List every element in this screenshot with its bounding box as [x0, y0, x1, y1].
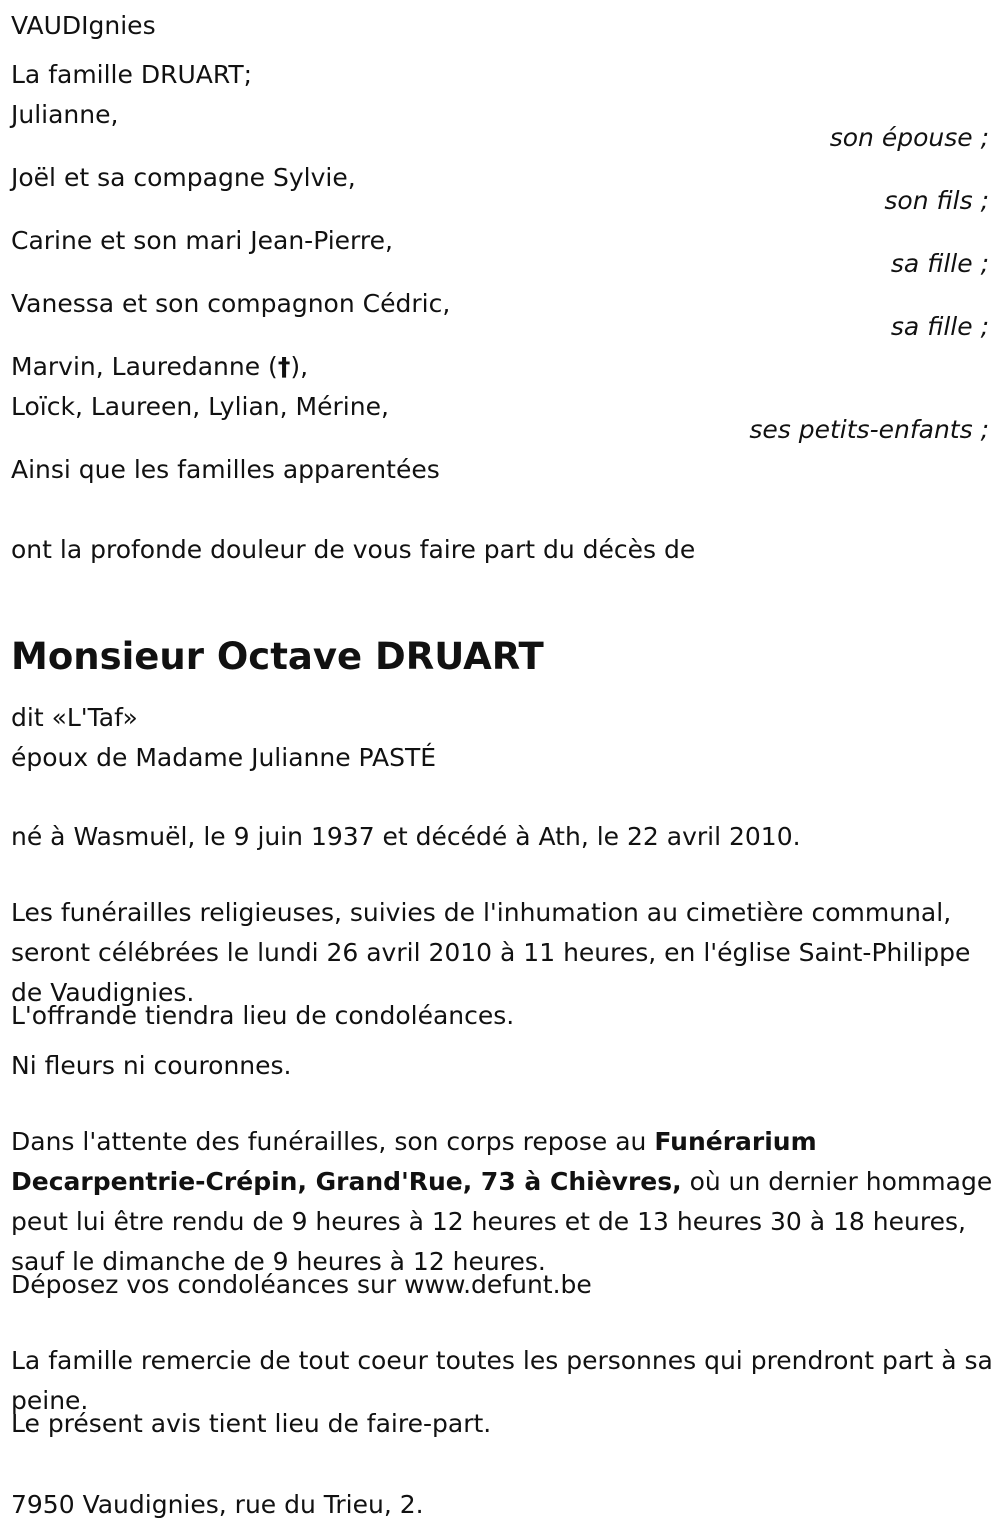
- notice-text: Le présent avis tient lieu de faire-part.: [11, 1409, 492, 1438]
- repose-text-start: Dans l'attente des funérailles, son corps repose au: [11, 1127, 655, 1156]
- family-member-names: Julianne,: [11, 100, 119, 129]
- deceased-name: Monsieur Octave DRUART: [11, 634, 544, 678]
- family-member-relation: son fils ;: [884, 186, 989, 215]
- place-heading: VAUDIgnies: [11, 11, 156, 40]
- offering-note: L'offrande tiendra lieu de condoléances.: [11, 1001, 515, 1030]
- grandchildren-relation: ses petits-enfants ;: [749, 415, 989, 444]
- family-intro: La famille DRUART;: [11, 60, 253, 89]
- funeral-home-name: Funérarium Decarpentrie-Crépin, Grand'Rue, 73 à Chièvres,: [11, 1127, 817, 1196]
- family-member-relation: son épouse ;: [829, 123, 989, 152]
- flowers-note: Ni fleurs ni couronnes.: [11, 1051, 292, 1080]
- grandchildren-line-2: Loïck, Laureen, Lylian, Mérine,: [11, 392, 389, 421]
- cross-icon: †: [277, 352, 291, 381]
- condolences-link-text: Déposez vos condoléances sur www.defunt.be: [11, 1270, 592, 1299]
- repose-text-end: où un dernier hommage peut lui être rendu de 9 heures à 12 heures et de 13 heures 30 à 18 heures, sauf le dimanche de 9 heures à 12 heures.: [11, 1167, 993, 1276]
- family-member-names: Joël et sa compagne Sylvie,: [11, 163, 356, 192]
- birth-death-dates: né à Wasmuël, le 9 juin 1937 et décédé à Ath, le 22 avril 2010.: [11, 822, 801, 851]
- family-outro: Ainsi que les familles apparentées: [11, 455, 440, 484]
- family-member-names: Vanessa et son compagnon Cédric,: [11, 289, 451, 318]
- funeral-details: Les funérailles religieuses, suivies de l'inhumation au cimetière communal, seront célébrées le lundi 26 avril 2010 à 11 heures, en l'église Saint-Philippe de Vaudignies.: [11, 898, 971, 1007]
- announcement-text: ont la profonde douleur de vous faire part du décès de: [11, 535, 696, 564]
- grandchildren-names: Marvin, Lauredanne (: [11, 352, 278, 381]
- deceased-nickname: dit «L'Taf»: [11, 703, 138, 732]
- grandchildren-line-1: [11, 352, 308, 382]
- repose-details: [11, 1122, 996, 1282]
- grandchildren-punctuation: ),: [290, 352, 309, 381]
- family-address: 7950 Vaudignies, rue du Trieu, 2.: [11, 1490, 424, 1519]
- family-member-names: Carine et son mari Jean-Pierre,: [11, 226, 393, 255]
- deceased-spouse: époux de Madame Julianne PASTÉ: [11, 743, 437, 772]
- family-member-relation: sa fille ;: [890, 249, 989, 278]
- family-thanks: La famille remercie de tout coeur toutes les personnes qui prendront part à sa peine.: [11, 1346, 993, 1415]
- family-member-relation: sa fille ;: [890, 312, 989, 341]
